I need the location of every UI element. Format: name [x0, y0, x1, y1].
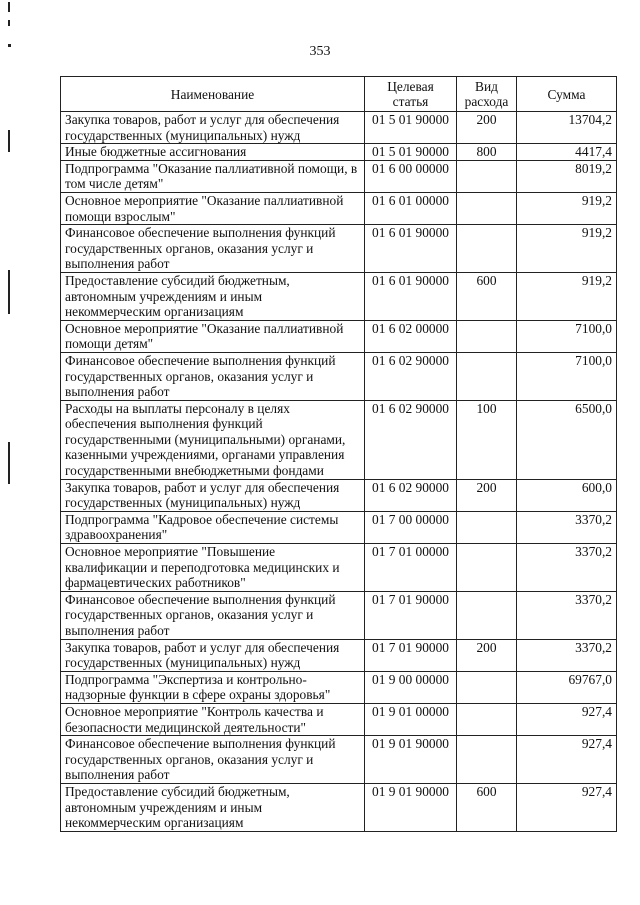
row-sum: 600,0	[517, 479, 617, 511]
table-row	[61, 703, 617, 735]
row-sum: 927,4	[517, 703, 617, 735]
row-expense-type	[457, 225, 517, 273]
scan-mark	[8, 442, 10, 484]
row-sum: 7100,0	[517, 352, 617, 400]
row-expense-type: 200	[457, 112, 517, 144]
row-sum: 3370,2	[517, 544, 617, 592]
row-name: Основное мероприятие "Оказание паллиативной помощи детям"	[61, 320, 365, 352]
row-target-article: 01 7 01 00000	[365, 544, 457, 592]
table-row	[61, 144, 617, 161]
row-target-article: 01 7 01 90000	[365, 591, 457, 639]
header-expense-type	[457, 77, 517, 112]
row-expense-type	[457, 736, 517, 784]
row-target-article: 01 6 00 00000	[365, 160, 457, 192]
row-sum: 919,2	[517, 225, 617, 273]
row-expense-type	[457, 671, 517, 703]
scan-mark	[8, 270, 10, 314]
budget-table	[60, 76, 617, 832]
table-row	[61, 736, 617, 784]
row-name: Подпрограмма "Экспертиза и контрольно-надзорные функции в сфере охраны здоровья"	[61, 671, 365, 703]
table-row	[61, 160, 617, 192]
table-row	[61, 591, 617, 639]
row-target-article: 01 9 01 90000	[365, 783, 457, 831]
row-target-article: 01 6 01 90000	[365, 272, 457, 320]
header-type-line2: расхода	[464, 94, 509, 109]
table-row	[61, 639, 617, 671]
row-expense-type	[457, 511, 517, 543]
row-name: Основное мероприятие "Оказание паллиативной помощи взрослым"	[61, 192, 365, 224]
row-name: Подпрограмма "Оказание паллиативной помощи, в том числе детям"	[61, 160, 365, 192]
row-sum: 4417,4	[517, 144, 617, 161]
row-target-article: 01 9 01 00000	[365, 703, 457, 735]
table-row	[61, 479, 617, 511]
table-body	[61, 112, 617, 832]
table-row	[61, 544, 617, 592]
table-row	[61, 511, 617, 543]
page-number: 353	[309, 44, 331, 59]
row-name: Финансовое обеспечение выполнения функций государственных органов, оказания услуг и выполнения работ	[61, 736, 365, 784]
row-name: Финансовое обеспечение выполнения функций государственных органов, оказания услуг и выполнения работ	[61, 225, 365, 273]
row-name: Расходы на выплаты персоналу в целях обеспечения выполнения функций государственными (муниципальными) органами, казенными учреждениями, органами управления государственными внебюджетными фондами	[61, 400, 365, 479]
row-sum: 919,2	[517, 192, 617, 224]
row-name: Закупка товаров, работ и услуг для обеспечения государственных (муниципальных) нужд	[61, 112, 365, 144]
row-name: Предоставление субсидий бюджетным, автономным учреждениям и иным некоммерческим организациям	[61, 272, 365, 320]
row-expense-type	[457, 320, 517, 352]
row-expense-type: 100	[457, 400, 517, 479]
row-name: Подпрограмма "Кадровое обеспечение системы здравоохранения"	[61, 511, 365, 543]
row-expense-type: 200	[457, 479, 517, 511]
row-expense-type: 600	[457, 783, 517, 831]
header-type-line1: Вид	[475, 79, 498, 94]
header-code-line1: Целевая	[387, 79, 434, 94]
row-name: Предоставление субсидий бюджетным, автономным учреждениям и иным некоммерческим организациям	[61, 783, 365, 831]
row-sum: 69767,0	[517, 671, 617, 703]
row-target-article: 01 5 01 90000	[365, 144, 457, 161]
row-expense-type	[457, 591, 517, 639]
row-expense-type: 800	[457, 144, 517, 161]
header-name: Наименование	[61, 77, 365, 112]
row-expense-type: 200	[457, 639, 517, 671]
header-target-article	[365, 77, 457, 112]
row-sum: 3370,2	[517, 511, 617, 543]
table-row	[61, 192, 617, 224]
row-sum: 8019,2	[517, 160, 617, 192]
row-expense-type	[457, 352, 517, 400]
row-name: Закупка товаров, работ и услуг для обеспечения государственных (муниципальных) нужд	[61, 639, 365, 671]
table-row	[61, 112, 617, 144]
row-name: Основное мероприятие "Контроль качества и безопасности медицинской деятельности"	[61, 703, 365, 735]
scan-mark	[8, 130, 10, 152]
row-target-article: 01 6 02 90000	[365, 352, 457, 400]
row-sum: 3370,2	[517, 591, 617, 639]
scan-mark	[8, 20, 10, 26]
row-expense-type: 600	[457, 272, 517, 320]
row-target-article: 01 6 02 90000	[365, 400, 457, 479]
header-code-line2: статья	[392, 94, 429, 109]
row-expense-type	[457, 192, 517, 224]
row-target-article: 01 7 00 00000	[365, 511, 457, 543]
row-target-article: 01 5 01 90000	[365, 112, 457, 144]
scan-mark	[8, 2, 10, 12]
row-name: Финансовое обеспечение выполнения функций государственных органов, оказания услуг и выполнения работ	[61, 352, 365, 400]
table-row	[61, 400, 617, 479]
table-row	[61, 783, 617, 831]
row-target-article: 01 9 00 00000	[365, 671, 457, 703]
row-expense-type	[457, 544, 517, 592]
row-sum: 927,4	[517, 736, 617, 784]
row-sum: 7100,0	[517, 320, 617, 352]
row-expense-type	[457, 703, 517, 735]
table-header-row	[61, 77, 617, 112]
header-sum: Сумма	[517, 77, 617, 112]
row-name: Основное мероприятие "Повышение квалификации и переподготовка медицинских и фармацевтических работников"	[61, 544, 365, 592]
row-sum: 3370,2	[517, 639, 617, 671]
table-row	[61, 320, 617, 352]
row-name: Финансовое обеспечение выполнения функций государственных органов, оказания услуг и выполнения работ	[61, 591, 365, 639]
row-target-article: 01 6 02 90000	[365, 479, 457, 511]
row-target-article: 01 6 01 90000	[365, 225, 457, 273]
row-sum: 919,2	[517, 272, 617, 320]
row-sum: 6500,0	[517, 400, 617, 479]
table-row	[61, 225, 617, 273]
row-target-article: 01 7 01 90000	[365, 639, 457, 671]
row-sum: 927,4	[517, 783, 617, 831]
row-name: Закупка товаров, работ и услуг для обеспечения государственных (муниципальных) нужд	[61, 479, 365, 511]
row-target-article: 01 6 02 00000	[365, 320, 457, 352]
row-name: Иные бюджетные ассигнования	[61, 144, 365, 161]
row-target-article: 01 9 01 90000	[365, 736, 457, 784]
table-row	[61, 671, 617, 703]
table-row	[61, 272, 617, 320]
row-target-article: 01 6 01 00000	[365, 192, 457, 224]
row-sum: 13704,2	[517, 112, 617, 144]
table-row	[61, 352, 617, 400]
row-expense-type	[457, 160, 517, 192]
